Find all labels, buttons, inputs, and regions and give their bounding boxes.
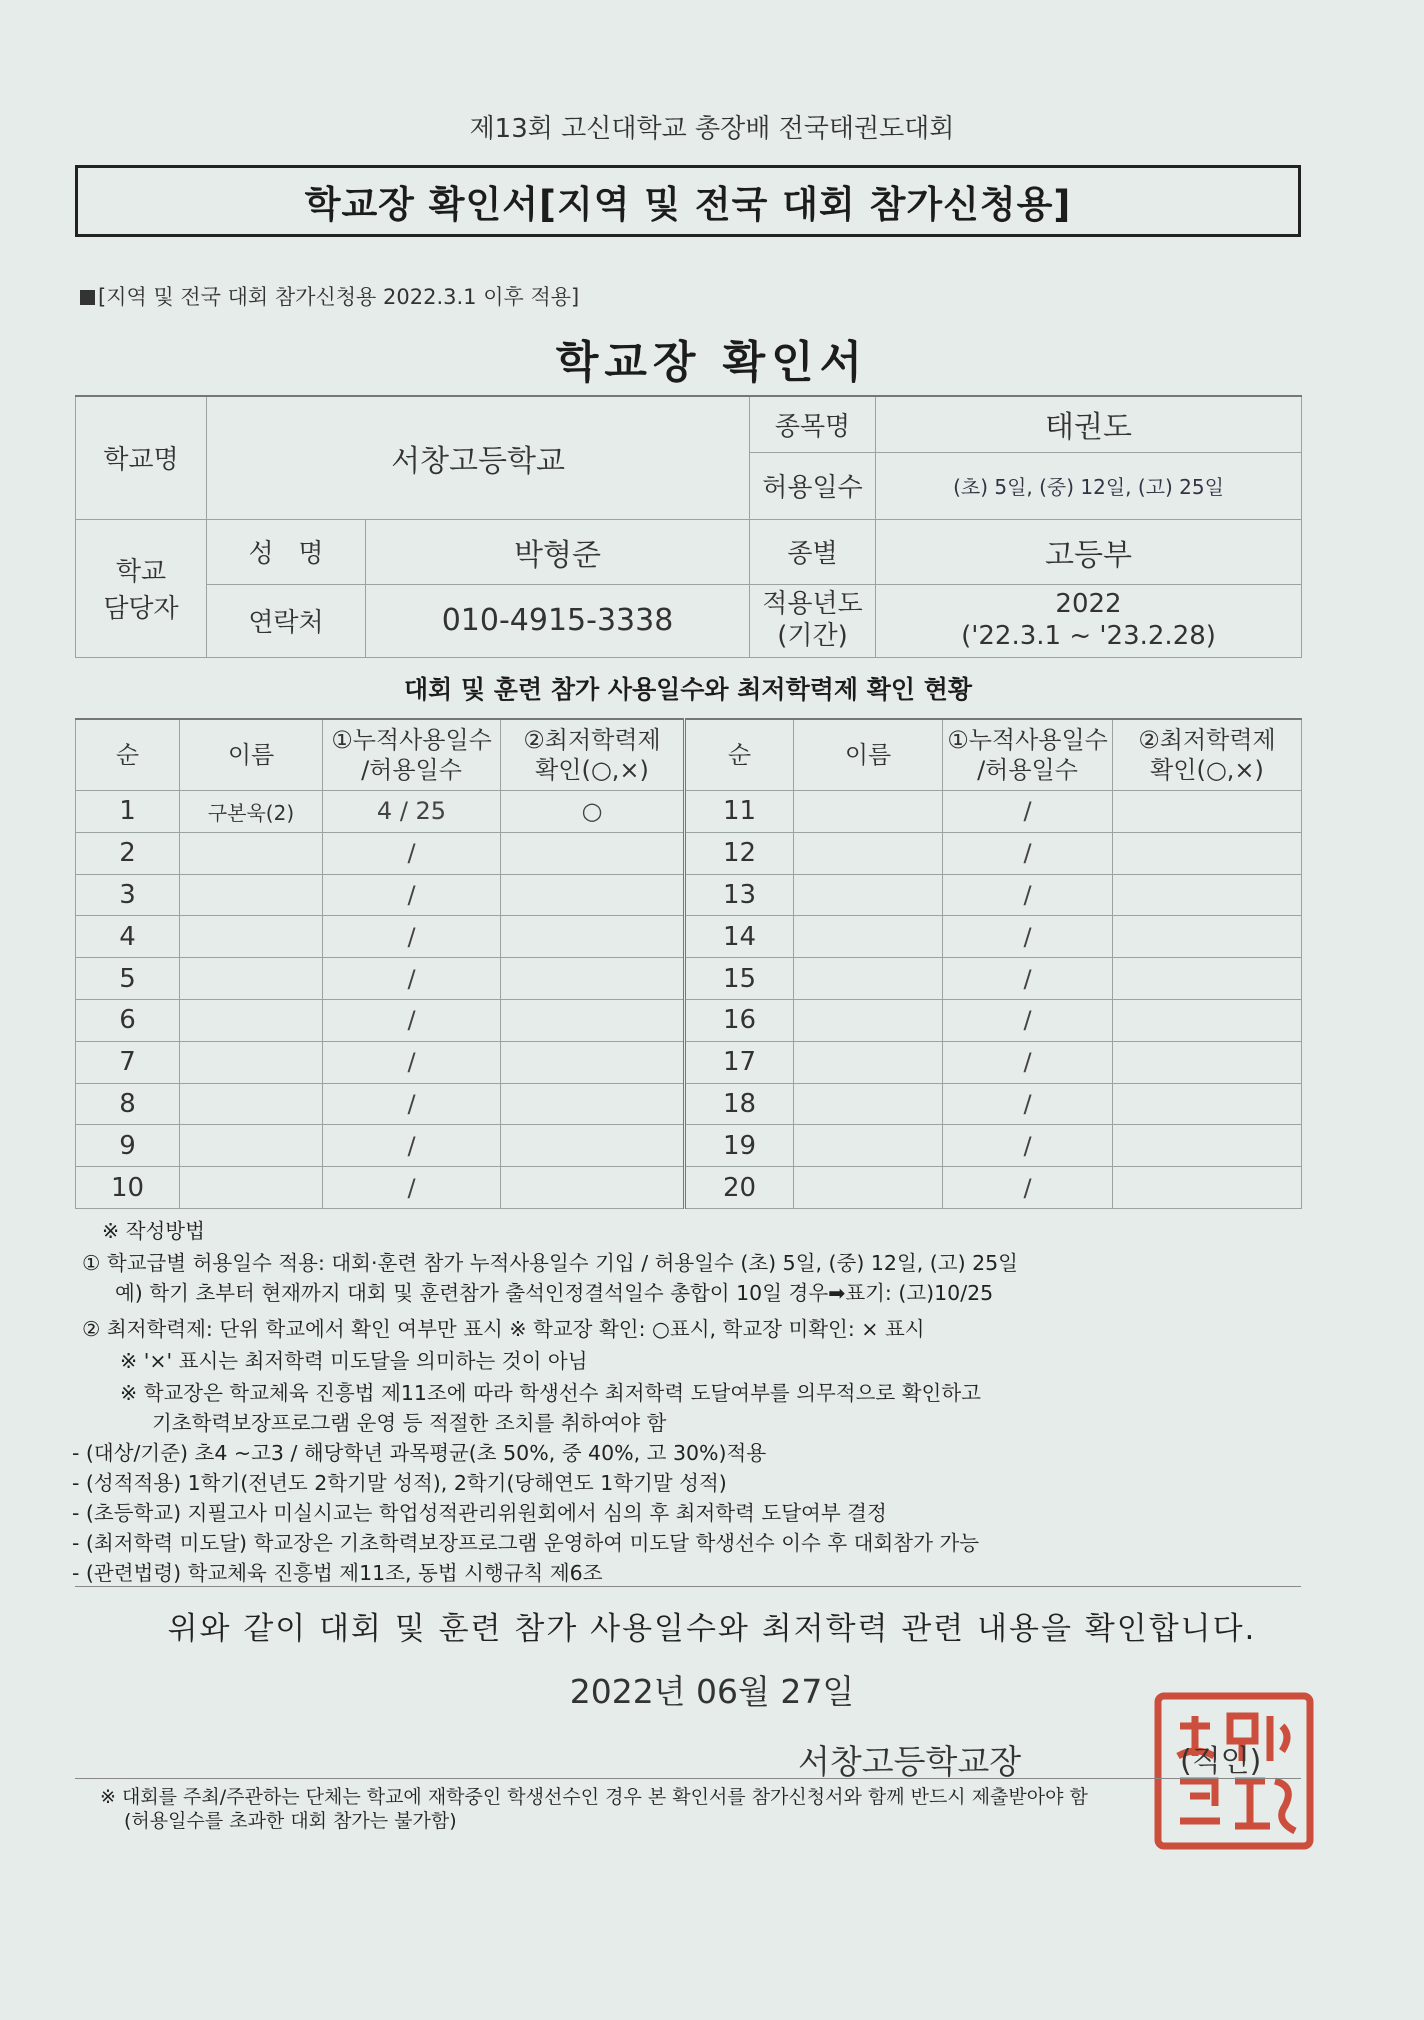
academic-check: [1113, 832, 1302, 874]
col-name-header: 이름: [180, 719, 323, 791]
col-days-header-line1: ①누적사용일수: [331, 726, 492, 754]
academic-check: [1113, 999, 1302, 1041]
academic-check: [1113, 1041, 1302, 1083]
note-line: ① 학교급별 허용일수 적용: 대회·훈련 참가 누적사용일수 기입 / 허용일수 (초) 5일, (중) 12일, (고) 25일: [82, 1251, 1018, 1275]
table-row: [76, 791, 1302, 833]
student-name: [180, 1125, 323, 1167]
col-acad-header-line2: 확인(○,×): [1150, 756, 1264, 784]
days-used: /: [323, 999, 501, 1041]
table-row: [76, 916, 1302, 958]
col-no-header: 순: [685, 719, 794, 791]
academic-check: [501, 1083, 685, 1125]
note-line: - (성적적용) 1학기(전년도 2학기말 성적), 2학기(당해연도 1학기말 성적): [72, 1471, 727, 1495]
student-name: [180, 916, 323, 958]
year-value: [876, 584, 1302, 657]
manager-name: 박형준: [366, 519, 750, 584]
allowed-days-value: (초) 5일, (중) 12일, (고) 25일: [876, 452, 1302, 519]
days-used: /: [323, 1125, 501, 1167]
table-row: [76, 1125, 1302, 1167]
seal-label: (직인): [1180, 1744, 1262, 1779]
col-name-header: 이름: [794, 719, 943, 791]
days-used: /: [943, 874, 1113, 916]
table-row: [76, 958, 1302, 1000]
confirm-statement: 위와 같이 대회 및 훈련 참가 사용일수와 최저학력 관련 내용을 확인합니다.: [167, 1611, 1257, 1647]
days-used: /: [323, 832, 501, 874]
row-number: 20: [685, 1167, 794, 1209]
academic-check: [1113, 958, 1302, 1000]
note-line: 예) 학기 초부터 현재까지 대회 및 훈련참가 출석인정결석일수 총합이 10일 경우➡표기: (고)10/25: [115, 1281, 994, 1305]
student-name: [794, 874, 943, 916]
student-name: [180, 1167, 323, 1209]
days-used: /: [943, 1167, 1113, 1209]
days-used: /: [323, 874, 501, 916]
table-row: [76, 1041, 1302, 1083]
table-row: [76, 874, 1302, 916]
event-title: 제13회 고신대학교 총장배 전국태권도대회: [469, 114, 955, 144]
col-acad-header-line2: 확인(○,×): [535, 756, 649, 784]
days-used: /: [323, 1041, 501, 1083]
student-name: [180, 999, 323, 1041]
form-title: 학교장 확인서[지역 및 전국 대회 참가신청용]: [304, 183, 1072, 226]
col-days-header-line2: /허용일수: [361, 756, 462, 784]
divider: [75, 1778, 1301, 1779]
year-label: [750, 584, 876, 657]
row-number: 16: [685, 999, 794, 1041]
row-number: 5: [76, 958, 180, 1000]
days-used: /: [943, 916, 1113, 958]
school-name: 서창고등학교: [207, 396, 750, 519]
row-number: 18: [685, 1083, 794, 1125]
col-days-header-line1: ①누적사용일수: [947, 726, 1108, 754]
sport-label: 종목명: [750, 396, 876, 452]
days-used: /: [943, 1083, 1113, 1125]
school-label: 학교명: [76, 396, 207, 519]
academic-check: [501, 874, 685, 916]
row-number: 10: [76, 1167, 180, 1209]
footnote: [100, 1786, 1320, 1834]
days-used: 4 / 25: [323, 791, 501, 833]
row-number: 8: [76, 1083, 180, 1125]
note-line: ② 최저학력제: 단위 학교에서 확인 여부만 표시 ※ 학교장 확인: ○표시, 학교장 미확인: × 표시: [82, 1317, 925, 1341]
section-title: 대회 및 훈련 참가 사용일수와 최저학력제 확인 현황: [403, 675, 973, 704]
row-number: 11: [685, 791, 794, 833]
student-name: [180, 1083, 323, 1125]
student-name: [794, 916, 943, 958]
year-label-line2: (기간): [777, 620, 848, 651]
row-number: 6: [76, 999, 180, 1041]
student-name: [794, 1083, 943, 1125]
manager-label-line1: 학교: [115, 557, 167, 587]
student-name: [794, 1125, 943, 1167]
note-line: ※ 학교장은 학교체육 진흥법 제11조에 따라 학생선수 최저학력 도달여부를 의무적으로 확인하고: [120, 1381, 981, 1405]
academic-check: [1113, 874, 1302, 916]
division-value: 고등부: [876, 519, 1302, 584]
row-number: 14: [685, 916, 794, 958]
days-used: /: [323, 1167, 501, 1209]
row-number: 19: [685, 1125, 794, 1167]
school-info-table: [75, 395, 1302, 658]
academic-check: [501, 1167, 685, 1209]
academic-check: ○: [501, 791, 685, 833]
student-name: [794, 958, 943, 1000]
row-number: 9: [76, 1125, 180, 1167]
col-days-header: [943, 719, 1113, 791]
days-used: /: [323, 958, 501, 1000]
row-number: 15: [685, 958, 794, 1000]
row-number: 1: [76, 791, 180, 833]
manager-label: [76, 519, 207, 657]
academic-check: [501, 916, 685, 958]
academic-check: [501, 999, 685, 1041]
square-bullet-icon: [80, 290, 95, 305]
note-line: 기초학력보장프로그램 운영 등 적절한 조치를 취하여야 함: [152, 1411, 667, 1435]
allowed-days-label: 허용일수: [750, 452, 876, 519]
row-number: 7: [76, 1041, 180, 1083]
division-label: 종별: [750, 519, 876, 584]
col-days-header: [323, 719, 501, 791]
student-name: [794, 832, 943, 874]
name-label: 성 명: [207, 519, 366, 584]
academic-check: [1113, 916, 1302, 958]
student-name: [794, 999, 943, 1041]
row-number: 17: [685, 1041, 794, 1083]
student-name: [794, 1167, 943, 1209]
academic-check: [1113, 1083, 1302, 1125]
days-used: /: [943, 1125, 1113, 1167]
row-number: 3: [76, 874, 180, 916]
form-title-box: [75, 165, 1301, 237]
row-number: 13: [685, 874, 794, 916]
table-row: [76, 1083, 1302, 1125]
apply-note: [80, 281, 579, 311]
note-line: ※ '×' 표시는 최저학력 미도달을 의미하는 것이 아님: [120, 1349, 588, 1373]
table-row: [76, 832, 1302, 874]
academic-check: [501, 1125, 685, 1167]
student-name: [180, 832, 323, 874]
participation-table: [75, 718, 1302, 1209]
footnote-line1: ※ 대회를 주최/주관하는 단체는 학교에 재학중인 학생선수인 경우 본 확인서를 참가신청서와 함께 반드시 제출받아야 함: [100, 1786, 1088, 1808]
academic-check: [501, 832, 685, 874]
col-acad-header-line1: ②최저학력제: [523, 726, 661, 754]
col-days-header-line2: /허용일수: [977, 756, 1078, 784]
note-line: - (관련법령) 학교체육 진흥법 제11조, 동법 시행규칙 제6조: [72, 1561, 603, 1585]
days-used: /: [943, 832, 1113, 874]
document-heading: 학교장 확인서: [555, 337, 869, 388]
note-line: - (초등학교) 지필고사 미실시교는 학업성적관리위원회에서 심의 후 최저학력 도달여부 결정: [72, 1501, 887, 1525]
contact-value: 010-4915-3338: [366, 584, 750, 657]
academic-check: [1113, 1167, 1302, 1209]
student-name: 구본욱(2): [180, 791, 323, 833]
academic-check: [501, 958, 685, 1000]
year-value-line2: ('22.3.1 ~ '23.2.28): [961, 620, 1216, 651]
academic-check: [501, 1041, 685, 1083]
academic-check: [1113, 791, 1302, 833]
student-name: [180, 874, 323, 916]
col-acad-header: [1113, 719, 1302, 791]
days-used: /: [943, 791, 1113, 833]
contact-label: 연락처: [207, 584, 366, 657]
table-row: [76, 999, 1302, 1041]
days-used: /: [323, 916, 501, 958]
student-name: [180, 1041, 323, 1083]
row-number: 4: [76, 916, 180, 958]
issue-date: 2022년 06월 27일: [569, 1672, 855, 1711]
row-number: 12: [685, 832, 794, 874]
table-row: [76, 1167, 1302, 1209]
apply-note-text: [지역 및 전국 대회 참가신청용 2022.3.1 이후 적용]: [98, 285, 580, 309]
col-no-header: 순: [76, 719, 180, 791]
footnote-line2: (허용일수를 초과한 대회 참가는 불가함): [124, 1809, 457, 1832]
row-number: 2: [76, 832, 180, 874]
col-acad-header: [501, 719, 685, 791]
principal-title: 서창고등학교장: [798, 1742, 1022, 1781]
year-label-line1: 적용년도: [762, 589, 863, 620]
note-heading: ※ 작성방법: [102, 1219, 205, 1243]
sport-value: 태권도: [876, 396, 1302, 452]
student-name: [794, 1041, 943, 1083]
academic-check: [1113, 1125, 1302, 1167]
days-used: /: [943, 958, 1113, 1000]
days-used: /: [323, 1083, 501, 1125]
student-name: [794, 791, 943, 833]
student-name: [180, 958, 323, 1000]
table-header-row: [76, 719, 1302, 791]
manager-label-line2: 담당자: [103, 594, 179, 624]
year-value-line1: 2022: [1055, 589, 1122, 620]
divider: [75, 1586, 1301, 1587]
days-used: /: [943, 1041, 1113, 1083]
note-line: - (최저학력 미도달) 학교장은 기초학력보장프로그램 운영하여 미도달 학생선수 이수 후 대회참가 가능: [72, 1531, 979, 1555]
note-line: - (대상/기준) 초4 ~고3 / 해당학년 과목평균(초 50%, 중 40%, 고 30%)적용: [72, 1441, 767, 1465]
days-used: /: [943, 999, 1113, 1041]
col-acad-header-line1: ②최저학력제: [1138, 726, 1276, 754]
